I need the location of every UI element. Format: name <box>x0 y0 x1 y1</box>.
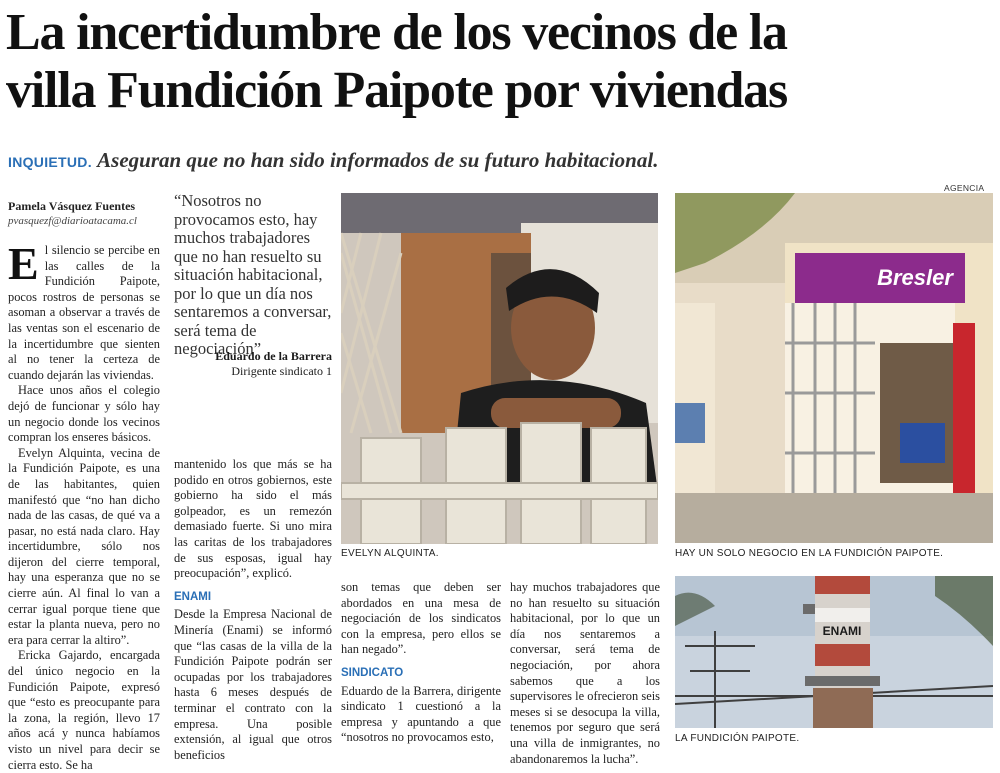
lead <box>8 147 908 175</box>
quote-author-name: Eduardo de la Barrera <box>215 349 332 363</box>
paragraph: Desde la Empresa Nacional de Minería (Enami) se informó que “las casas de la villa de la Fundición Paipote podrán ser ocupadas por los trabajadores hasta 6 meses después de terminar el contrato con la empresa. Una posible extensión, al igual que otros beneficios <box>174 607 332 762</box>
article-column-1 <box>8 238 160 773</box>
headline <box>6 4 996 120</box>
paragraph: Evelyn Alquinta, vecina de la Fundición Paipote, es una de las habitantes, quien manifestó que “no han dicho nada de las casas, de qué va a pasar, no está nada claro. Hay incertidumbre, sólo nos dijeron del cierre temporal, hay una esperanza que no se cierre aún. Al final lo van a cerrar igual porque tiene que estar la planta nueva, pero no era para cerrar la altiro”. <box>8 445 160 647</box>
store-photo-illustration <box>675 193 993 543</box>
subhead-enami: ENAMI <box>174 590 212 603</box>
lead-tag: INQUIETUD. <box>8 154 92 170</box>
paragraph: son temas que deben ser abordados en una mesa de negociación de los sindicatos con la empresa, pero ellos se han negado”. <box>341 580 501 657</box>
headline-line-1: La incertidumbre de los vecinos de la <box>6 4 787 61</box>
photo-chimney <box>675 576 993 728</box>
subhead-sindicato: SINDICATO <box>341 666 404 679</box>
paragraph: mantenido los que más se ha podido en otros gobiernos, este gobierno ha sido el más golpeador, es un remezón demasiado fuerte. Si uno mira las caritas de los trabajadores de sus esposas, igual hay preocupación”, explicó. <box>174 457 332 581</box>
chimney-photo-illustration <box>675 576 993 728</box>
pull-quote-attribution <box>174 349 332 379</box>
photo-credit: AGENCIA <box>944 183 984 193</box>
paragraph: Hace unos años el colegio dejó de funcionar y sólo hay un negocio donde los vecinos compran los enseres básicos. <box>8 383 160 445</box>
photo-evelyn-alquinta <box>341 193 658 544</box>
paragraph: Ericka Gajardo, encargada del único negocio en la Fundición Paipote, expresó que “esto es preocupante para la zona, la región, llevo 17 años acá y nunca habíamos visto un nivel para decir se cierra esto. Se ha <box>8 648 160 772</box>
byline-author: Pamela Vásquez Fuentes <box>8 199 136 213</box>
dropcap: E <box>8 238 39 289</box>
caption-woman: EVELYN ALQUINTA. <box>341 548 439 559</box>
caption-store: HAY UN SOLO NEGOCIO EN LA FUNDICIÓN PAIPOTE. <box>675 548 944 559</box>
article-column-2 <box>174 457 332 763</box>
lead-deck: Aseguran que no han sido informados de su futuro habitacional. <box>97 148 659 172</box>
headline-line-2: villa Fundición Paipote por viviendas <box>6 62 787 119</box>
woman-photo-illustration <box>341 193 658 544</box>
byline <box>8 199 168 229</box>
chimney-label-text: ENAMI <box>822 624 862 638</box>
store-sign-text: Bresler <box>877 265 953 290</box>
quote-author-role: Dirigente sindicato 1 <box>231 364 332 378</box>
article-column-4 <box>510 580 660 767</box>
paragraph: hay muchos trabajadores que no han resuelto su situación habitacional, por lo que un día nos sentaremos a conversar, será tema de negociación, por ahora sabemos que a los supervisores le ofrecieron seis meses si se desocupa la villa, tenemos por seguro que será una villa de inmigrantes, no abandonaremos la lucha”. <box>510 580 660 766</box>
paragraph: El silencio se percibe en las calles de la Fundición Paipote, pocos rostros de personas se asoman a observar a través de las ventas son el escenario de la incertidumbre que sienten al no tener la certeza de cuando dejarán las viviendas. <box>8 238 160 382</box>
paragraph: Eduardo de la Barrera, dirigente sindicato 1 cuestionó a la empresa y apuntando a que “nosotros no provocamos esto, <box>341 683 501 745</box>
byline-email: pvasquezf@diarioatacama.cl <box>8 215 137 227</box>
photo-store <box>675 193 993 543</box>
pull-quote: “Nosotros no provocamos esto, hay muchos trabajadores que no han resuelto su situación habitacional, por lo que un día nos sentaremos a conversar, será tema de negociación” <box>174 191 332 358</box>
caption-chimney: LA FUNDICIÓN PAIPOTE. <box>675 733 800 744</box>
article-column-3 <box>341 580 501 746</box>
